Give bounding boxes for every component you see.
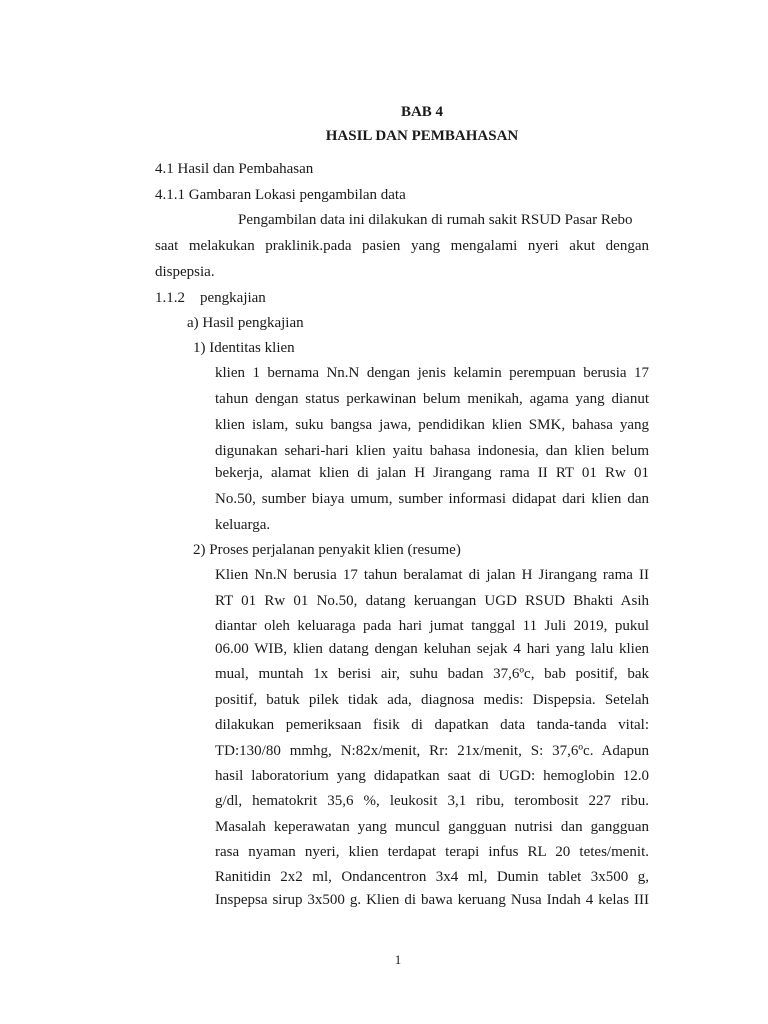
resume-paragraph-line: diantar oleh keluaraga pada hari jumat tanggal 11 Juli 2019, pukul [215, 618, 649, 634]
section-label-pengkajian: pengkajian [200, 290, 266, 306]
resume-paragraph-line: 06.00 WIB, klien datang dengan keluhan sejak 4 hari yang lalu klien [215, 641, 649, 657]
list-item-proses-penyakit: 2) Proses perjalanan penyakit klien (resume) [193, 542, 461, 558]
resume-paragraph-line: g/dl, hematokrit 35,6 %, leukosit 3,1 ribu, terombosit 227 ribu. [215, 793, 649, 809]
identity-paragraph-line: tahun dengan status perkawinan belum menikah, agama yang dianut [215, 391, 649, 407]
resume-paragraph-line: rasa nyaman nyeri, klien terdapat terapi infus RL 20 tetes/menit. [215, 844, 649, 860]
identity-paragraph-line: digunakan sehari-hari klien yaitu bahasa indonesia, dan klien belum [215, 443, 649, 459]
resume-paragraph-line: dilakukan pemeriksaan fisik di dapatkan data tanda-tanda vital: [215, 717, 649, 733]
list-item-identitas-klien: 1) Identitas klien [193, 340, 295, 356]
list-item-hasil-pengkajian: a) Hasil pengkajian [187, 315, 304, 331]
identity-paragraph-line: klien 1 bernama Nn.N dengan jenis kelamin perempuan berusia 17 [215, 365, 649, 381]
resume-paragraph-line: mual, muntah 1x berisi air, suhu badan 37,6ºc, bab positif, bak [215, 666, 649, 682]
identity-paragraph-line: bekerja, alamat klien di jalan H Jirangang rama II RT 01 Rw 01 [215, 465, 649, 481]
identity-paragraph-line: keluarga. [215, 517, 271, 533]
resume-paragraph-line: Ranitidin 2x2 ml, Ondancentron 3x4 ml, Dumin tablet 3x500 g, [215, 869, 649, 885]
chapter-title: HASIL DAN PEMBAHASAN [325, 128, 519, 144]
section-number-1-1-2: 1.1.2 [155, 290, 185, 306]
location-paragraph-line: saat melakukan praklinik.pada pasien yang mengalami nyeri akut dengan [155, 238, 649, 254]
identity-paragraph-line: No.50, sumber biaya umum, sumber informasi didapat dari klien dan [215, 491, 649, 507]
location-paragraph-line: dispepsia. [155, 264, 215, 280]
resume-paragraph-line: hasil laboratorium yang didapatkan saat di UGD: hemoglobin 12.0 [215, 768, 649, 784]
resume-paragraph-line: TD:130/80 mmhg, N:82x/menit, Rr: 21x/menit, S: 37,6ºc. Adapun [215, 743, 649, 759]
resume-paragraph-line: RT 01 Rw 01 No.50, datang keruangan UGD RSUD Bhakti Asih [215, 593, 649, 609]
chapter-number: BAB 4 [400, 104, 444, 120]
resume-paragraph-line: positif, batuk pilek tidak ada, diagnosa medis: Dispepsia. Setelah [215, 692, 649, 708]
section-heading-4-1-1: 4.1.1 Gambaran Lokasi pengambilan data [155, 187, 406, 203]
resume-paragraph-line: Klien Nn.N berusia 17 tahun beralamat di jalan H Jirangang rama II [215, 567, 649, 583]
page-number: 1 [394, 952, 402, 967]
identity-paragraph-line: klien islam, suku bangsa jawa, pendidikan klien SMK, bahasa yang [215, 417, 649, 433]
resume-paragraph-line: Inspepsa sirup 3x500 g. Klien di bawa keruang Nusa Indah 4 kelas III [215, 892, 649, 908]
section-heading-4-1: 4.1 Hasil dan Pembahasan [155, 161, 314, 177]
location-paragraph-line: Pengambilan data ini dilakukan di rumah sakit RSUD Pasar Rebo [238, 212, 633, 228]
resume-paragraph-line: Masalah keperawatan yang muncul gangguan nutrisi dan gangguan [215, 819, 649, 835]
